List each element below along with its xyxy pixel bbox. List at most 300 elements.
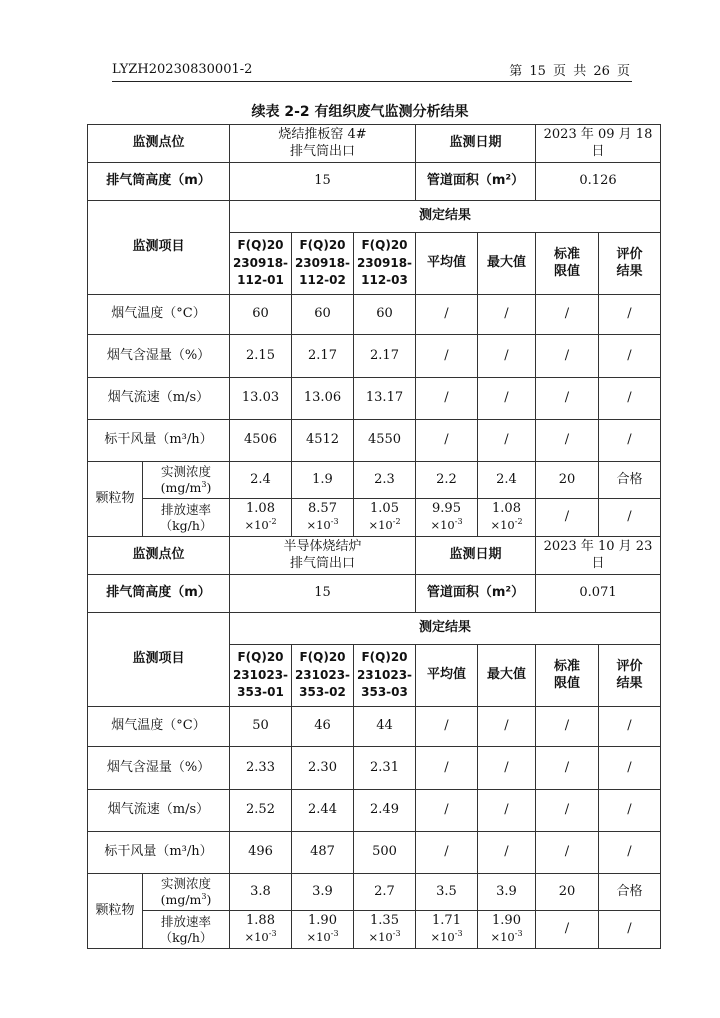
humidity-average [416, 747, 478, 790]
rate-value: 1.88 [246, 912, 275, 928]
temp-maximum [478, 707, 536, 747]
area-text: 0.071 [579, 585, 617, 601]
sample-code-line: 112-03 [361, 273, 408, 288]
conc-evaluation [599, 874, 661, 911]
temp-value: 50 [252, 718, 269, 734]
conc-value: 3.9 [312, 883, 333, 899]
avg-header-text: 平均值 [426, 255, 466, 271]
conc-label-line: 实测浓度 [160, 876, 211, 892]
velocity-maximum [478, 378, 536, 420]
flow-row [88, 420, 661, 462]
results-header-row [88, 201, 661, 233]
velocity-value: 2.44 [308, 802, 337, 818]
max-header [478, 233, 536, 295]
velocity-value: / [627, 802, 632, 818]
flow-average [416, 832, 478, 874]
date-value [536, 125, 661, 163]
eval-header-line: 评价 [616, 659, 643, 675]
velocity-standard-limit [536, 790, 599, 832]
velocity-evaluation [599, 790, 661, 832]
rate-value: 8.57 [308, 500, 337, 516]
eval-header [599, 645, 661, 707]
rate-value: 1.35 [370, 912, 399, 928]
rate-sample-3 [354, 499, 416, 537]
sample-code-line: 353-03 [361, 685, 408, 700]
humidity-row [88, 747, 661, 790]
conc-value: 合格 [616, 471, 643, 487]
conc-value: 3.9 [496, 883, 517, 899]
sample-code-1 [230, 233, 292, 295]
pm-conc-row [88, 462, 661, 499]
velocity-value: / [564, 390, 570, 406]
humidity-value: / [564, 347, 570, 363]
sample-code-line: 353-02 [299, 685, 346, 700]
humidity-row [88, 335, 661, 378]
flow-value: 496 [248, 844, 273, 860]
flow-sample-2 [292, 420, 354, 462]
velocity-label-text: 烟气流速（m/s） [107, 390, 210, 406]
conc-maximum [478, 874, 536, 911]
sample-code-2 [292, 233, 354, 295]
velocity-sample-2 [292, 790, 354, 832]
rate-label-line: 排放速率 [160, 501, 211, 517]
humidity-sample-2 [292, 747, 354, 790]
sample-code-line: 230918- [232, 255, 289, 270]
point-value [230, 125, 416, 163]
sample-code-line: F(Q)20 [237, 650, 284, 665]
velocity-label [88, 790, 230, 832]
rate-exponent: $\times 10^{-3}$ [244, 929, 277, 944]
rate-value: / [627, 921, 632, 937]
sample-code-line: 112-02 [299, 273, 346, 288]
velocity-evaluation [599, 378, 661, 420]
rate-sample-1 [230, 911, 292, 949]
conc-evaluation [599, 462, 661, 499]
humidity-average [416, 335, 478, 378]
humidity-value: / [564, 759, 570, 775]
header-rule [112, 81, 632, 82]
temp-value: / [444, 306, 449, 322]
height-text: 15 [314, 173, 331, 189]
flow-standard-limit [536, 420, 599, 462]
temp-standard-limit [536, 707, 599, 747]
results-header-row [88, 613, 661, 645]
velocity-row [88, 790, 661, 832]
temp-value: / [504, 718, 509, 734]
humidity-label-text: 烟气含湿量（%） [106, 347, 211, 363]
conc-label [143, 462, 230, 499]
height-value [230, 163, 416, 201]
point-row [88, 537, 661, 575]
results-label-text: 测定结果 [418, 208, 471, 224]
results-label-text: 测定结果 [418, 620, 471, 636]
rate-exponent: $\times 10^{-3}$ [306, 929, 339, 944]
flow-value: / [444, 844, 449, 860]
avg-header [416, 233, 478, 295]
temp-label-text: 烟气温度（°C） [111, 718, 206, 734]
eval-header-line: 评价 [616, 247, 643, 263]
rate-label-unit: （kg/h） [159, 517, 213, 533]
conc-maximum [478, 462, 536, 499]
velocity-value: 2.49 [370, 802, 399, 818]
area-label [416, 575, 536, 613]
sample-code-line: 231023- [356, 667, 413, 682]
point-value [230, 537, 416, 575]
temp-value: / [627, 306, 632, 322]
point-outlet: 排气筒出口 [289, 143, 355, 159]
flow-value: 500 [372, 844, 397, 860]
velocity-average [416, 378, 478, 420]
temp-value: / [504, 306, 509, 322]
velocity-sample-1 [230, 378, 292, 420]
rate-label [143, 499, 230, 537]
rate-label [143, 911, 230, 949]
item-label-text: 监测项目 [132, 239, 185, 255]
conc-sample-1 [230, 462, 292, 499]
rate-average [416, 911, 478, 949]
conc-label [143, 874, 230, 911]
rate-value: 1.90 [308, 912, 337, 928]
sample-code-line: F(Q)20 [299, 238, 346, 253]
velocity-value: 13.03 [241, 390, 280, 406]
flow-value: 4506 [243, 432, 278, 448]
rate-evaluation [599, 499, 661, 537]
conc-value: 3.5 [436, 883, 457, 899]
velocity-sample-1 [230, 790, 292, 832]
rate-exponent: $\times 10^{-3}$ [306, 517, 339, 532]
pm-rate-row [88, 911, 661, 949]
area-label [416, 163, 536, 201]
height-label [88, 163, 230, 201]
humidity-value: 2.17 [370, 347, 399, 363]
temp-sample-3 [354, 707, 416, 747]
point-row [88, 125, 661, 163]
velocity-value: / [444, 390, 449, 406]
temp-sample-3 [354, 295, 416, 335]
humidity-value: 2.17 [308, 347, 337, 363]
height-label [88, 575, 230, 613]
rate-value: / [627, 509, 632, 525]
temp-value: / [627, 718, 632, 734]
rate-sample-2 [292, 911, 354, 949]
velocity-value: 13.06 [303, 390, 342, 406]
conc-sample-2 [292, 462, 354, 499]
temp-average [416, 707, 478, 747]
flow-value: 4550 [367, 432, 402, 448]
document-id: LYZH20230830001-2 [112, 62, 253, 77]
sample-code-line: 353-01 [237, 685, 284, 700]
flow-maximum [478, 832, 536, 874]
conc-average [416, 874, 478, 911]
velocity-maximum [478, 790, 536, 832]
humidity-value: / [627, 759, 632, 775]
humidity-sample-3 [354, 747, 416, 790]
rate-exponent: $\times 10^{-3}$ [430, 517, 463, 532]
rate-value: / [564, 509, 570, 525]
sample-code-1 [230, 645, 292, 707]
rate-value: 1.71 [432, 912, 461, 928]
rate-value: 1.08 [246, 500, 275, 516]
sample-code-3 [354, 645, 416, 707]
pm-label [88, 874, 143, 949]
std-header-line: 限值 [553, 263, 580, 279]
conc-unit: $(mg/m^3)$ [160, 479, 212, 496]
flow-value: / [504, 432, 509, 448]
conc-average [416, 462, 478, 499]
flow-sample-2 [292, 832, 354, 874]
avg-header-text: 平均值 [426, 667, 466, 683]
flow-row [88, 832, 661, 874]
flow-value: 4512 [305, 432, 340, 448]
humidity-value: / [444, 759, 449, 775]
item-label [88, 613, 230, 707]
humidity-evaluation [599, 747, 661, 790]
max-header-text: 最大值 [486, 667, 526, 683]
flow-sample-3 [354, 832, 416, 874]
temp-value: 44 [376, 718, 393, 734]
point-label [88, 125, 230, 163]
sample-code-3 [354, 233, 416, 295]
table-title: 续表 2-2 有组织废气监测分析结果 [251, 104, 469, 120]
date-value [536, 537, 661, 575]
rate-sample-2 [292, 499, 354, 537]
max-header [478, 645, 536, 707]
humidity-sample-3 [354, 335, 416, 378]
temp-sample-1 [230, 707, 292, 747]
velocity-value: / [627, 390, 632, 406]
velocity-value: / [504, 802, 509, 818]
results-label [230, 613, 661, 645]
flow-value: / [504, 844, 509, 860]
flow-label [88, 420, 230, 462]
height-row [88, 575, 661, 613]
height-text: 15 [314, 585, 331, 601]
humidity-sample-1 [230, 747, 292, 790]
rate-exponent: $\times 10^{-3}$ [490, 929, 523, 944]
rate-exponent: $\times 10^{-2}$ [490, 517, 523, 532]
temp-value: / [564, 718, 570, 734]
temp-sample-2 [292, 707, 354, 747]
conc-sample-3 [354, 462, 416, 499]
rate-standard-limit [536, 499, 599, 537]
humidity-value: 2.31 [370, 759, 399, 775]
point-name: 半导体烧结炉 [283, 539, 362, 555]
humidity-value: 2.33 [246, 759, 275, 775]
humidity-value: / [444, 347, 449, 363]
conc-sample-3 [354, 874, 416, 911]
humidity-sample-2 [292, 335, 354, 378]
sample-code-line: 231023- [294, 667, 351, 682]
flow-label [88, 832, 230, 874]
conc-standard-limit [536, 462, 599, 499]
conc-value: 20 [558, 471, 576, 487]
item-label [88, 201, 230, 295]
temp-value: 46 [314, 718, 331, 734]
humidity-value: 2.15 [246, 347, 275, 363]
flow-value: / [564, 432, 570, 448]
velocity-value: 13.17 [365, 390, 404, 406]
pm-label [88, 462, 143, 537]
humidity-label [88, 747, 230, 790]
rate-value: 1.90 [492, 912, 521, 928]
date-text: 2023 年 10 月 23 日 [543, 539, 653, 571]
std-header-line: 标准 [553, 659, 580, 675]
flow-value: / [444, 432, 449, 448]
humidity-standard-limit [536, 335, 599, 378]
velocity-label [88, 378, 230, 420]
sample-code-2 [292, 645, 354, 707]
conc-sample-2 [292, 874, 354, 911]
humidity-value: / [504, 759, 509, 775]
conc-value: 1.9 [312, 471, 333, 487]
std-header [536, 233, 599, 295]
sample-code-line: F(Q)20 [361, 238, 408, 253]
pm-rate-row [88, 499, 661, 537]
rate-value: 1.05 [370, 500, 399, 516]
pm-conc-row [88, 874, 661, 911]
conc-value: 合格 [616, 883, 643, 899]
point-label-text: 监测点位 [132, 135, 185, 151]
eval-header-line: 结果 [616, 263, 643, 279]
rate-sample-1 [230, 499, 292, 537]
velocity-value: / [504, 390, 509, 406]
flow-average [416, 420, 478, 462]
humidity-maximum [478, 335, 536, 378]
temp-label [88, 295, 230, 335]
avg-header [416, 645, 478, 707]
rate-label-line: 排放速率 [160, 913, 211, 929]
flow-value: / [627, 844, 632, 860]
conc-unit: $(mg/m^3)$ [160, 891, 212, 908]
conc-value: 2.4 [496, 471, 517, 487]
temp-value: 60 [376, 306, 393, 322]
humidity-value: / [627, 347, 632, 363]
sample-code-line: F(Q)20 [237, 238, 284, 253]
flow-sample-1 [230, 832, 292, 874]
flow-label-text: 标干风量（m³/h） [104, 432, 213, 448]
velocity-row [88, 378, 661, 420]
std-header-line: 限值 [553, 675, 580, 691]
flow-evaluation [599, 420, 661, 462]
conc-value: 2.7 [374, 883, 395, 899]
std-header [536, 645, 599, 707]
rate-exponent: $\times 10^{-2}$ [244, 517, 277, 532]
date-label [416, 537, 536, 575]
humidity-maximum [478, 747, 536, 790]
page-number: 第 15 页 共 26 页 [509, 64, 630, 79]
max-header-text: 最大值 [486, 255, 526, 271]
temp-label-text: 烟气温度（°C） [111, 306, 206, 322]
velocity-value: 2.52 [246, 802, 275, 818]
temp-row [88, 295, 661, 335]
humidity-label [88, 335, 230, 378]
rate-value: / [564, 921, 570, 937]
sample-code-line: 230918- [356, 255, 413, 270]
sample-code-line: 112-01 [237, 273, 284, 288]
temp-value: 60 [252, 306, 269, 322]
humidity-standard-limit [536, 747, 599, 790]
humidity-value: 2.30 [308, 759, 337, 775]
temp-evaluation [599, 707, 661, 747]
velocity-sample-2 [292, 378, 354, 420]
rate-evaluation [599, 911, 661, 949]
eval-header [599, 233, 661, 295]
conc-value: 3.8 [250, 883, 271, 899]
temp-value: / [564, 306, 570, 322]
temp-row [88, 707, 661, 747]
point-outlet: 排气筒出口 [289, 555, 355, 571]
height-value [230, 575, 416, 613]
temp-average [416, 295, 478, 335]
temp-value: 60 [314, 306, 331, 322]
velocity-value: / [444, 802, 449, 818]
conc-value: 2.2 [436, 471, 457, 487]
flow-sample-1 [230, 420, 292, 462]
temp-value: / [444, 718, 449, 734]
area-value [536, 575, 661, 613]
temp-label [88, 707, 230, 747]
velocity-average [416, 790, 478, 832]
temp-standard-limit [536, 295, 599, 335]
rate-exponent: $\times 10^{-2}$ [368, 517, 401, 532]
temp-maximum [478, 295, 536, 335]
flow-standard-limit [536, 832, 599, 874]
temp-sample-1 [230, 295, 292, 335]
temp-sample-2 [292, 295, 354, 335]
flow-value: / [627, 432, 632, 448]
monitoring-results-table [87, 124, 661, 949]
velocity-standard-limit [536, 378, 599, 420]
flow-maximum [478, 420, 536, 462]
flow-sample-3 [354, 420, 416, 462]
conc-sample-1 [230, 874, 292, 911]
rate-value: 1.08 [492, 500, 521, 516]
humidity-evaluation [599, 335, 661, 378]
rate-exponent: $\times 10^{-3}$ [430, 929, 463, 944]
rate-maximum [478, 499, 536, 537]
rate-label-unit: （kg/h） [159, 929, 213, 945]
height-row [88, 163, 661, 201]
temp-evaluation [599, 295, 661, 335]
results-label [230, 201, 661, 233]
flow-value: 487 [310, 844, 335, 860]
point-name: 烧结推板窑 4# [278, 127, 367, 143]
eval-header-line: 结果 [616, 675, 643, 691]
flow-evaluation [599, 832, 661, 874]
sample-code-line: 231023- [232, 667, 289, 682]
item-label-text: 监测项目 [132, 651, 185, 667]
date-label-text: 监测日期 [449, 135, 502, 151]
velocity-label-text: 烟气流速（m/s） [107, 802, 210, 818]
rate-value: 9.95 [432, 500, 461, 516]
date-label-text: 监测日期 [449, 547, 502, 563]
pm-label-text: 颗粒物 [95, 902, 135, 918]
date-label [416, 125, 536, 163]
conc-label-line: 实测浓度 [160, 464, 211, 480]
height-label-text: 排气筒高度（m） [106, 173, 211, 189]
velocity-sample-3 [354, 378, 416, 420]
point-label-text: 监测点位 [132, 547, 185, 563]
std-header-line: 标准 [553, 247, 580, 263]
sample-code-line: F(Q)20 [361, 650, 408, 665]
conc-value: 20 [558, 883, 576, 899]
area-label-text: 管道面积（m²） [426, 173, 525, 189]
flow-value: / [564, 844, 570, 860]
area-text: 0.126 [579, 173, 617, 189]
area-label-text: 管道面积（m²） [426, 585, 525, 601]
conc-standard-limit [536, 874, 599, 911]
conc-value: 2.3 [374, 471, 395, 487]
